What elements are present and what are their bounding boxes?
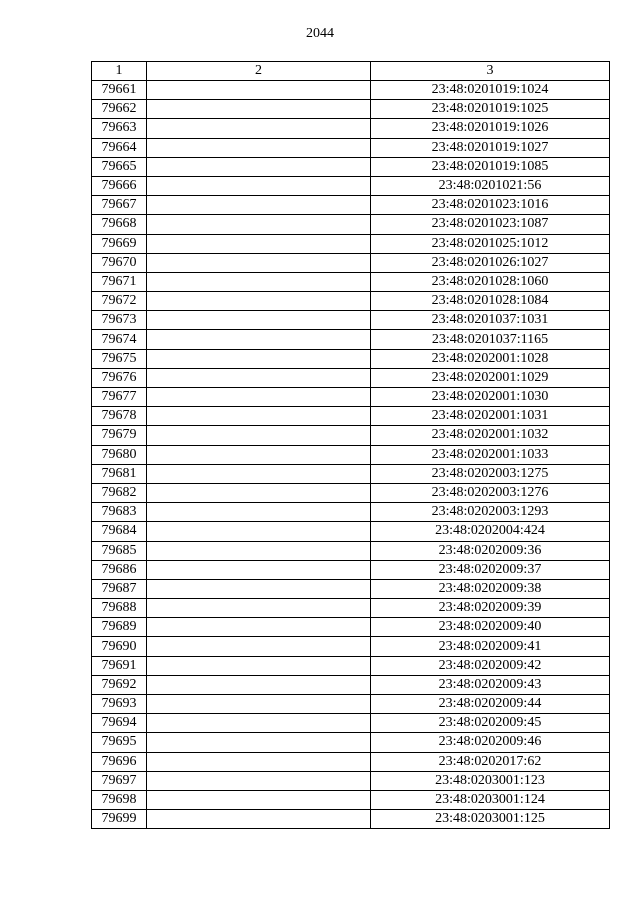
row-number-cell: 79694 bbox=[92, 714, 147, 733]
description-cell bbox=[147, 407, 371, 426]
table-row bbox=[92, 368, 610, 387]
row-number-cell: 79685 bbox=[92, 541, 147, 560]
description-cell bbox=[147, 349, 371, 368]
table-row bbox=[92, 100, 610, 119]
description-cell bbox=[147, 234, 371, 253]
row-number-cell: 79663 bbox=[92, 119, 147, 138]
description-cell bbox=[147, 157, 371, 176]
description-cell bbox=[147, 464, 371, 483]
description-cell bbox=[147, 253, 371, 272]
table-row bbox=[92, 311, 610, 330]
description-cell bbox=[147, 311, 371, 330]
description-cell bbox=[147, 771, 371, 790]
cadastral-number-cell: 23:48:0202003:1293 bbox=[371, 503, 610, 522]
table-row bbox=[92, 292, 610, 311]
row-number-cell: 79669 bbox=[92, 234, 147, 253]
cadastral-number-cell: 23:48:0202009:40 bbox=[371, 618, 610, 637]
row-number-cell: 79668 bbox=[92, 215, 147, 234]
description-cell bbox=[147, 579, 371, 598]
cadastral-number-cell: 23:48:0202009:37 bbox=[371, 560, 610, 579]
cadastral-number-cell: 23:48:0202003:1276 bbox=[371, 483, 610, 502]
table-row bbox=[92, 810, 610, 829]
description-cell bbox=[147, 637, 371, 656]
table-row bbox=[92, 196, 610, 215]
cadastral-number-cell: 23:48:0202009:43 bbox=[371, 675, 610, 694]
column-header-3: 3 bbox=[371, 62, 610, 81]
description-cell bbox=[147, 733, 371, 752]
row-number-cell: 79674 bbox=[92, 330, 147, 349]
row-number-cell: 79688 bbox=[92, 599, 147, 618]
row-number-cell: 79681 bbox=[92, 464, 147, 483]
table-row bbox=[92, 215, 610, 234]
cadastral-number-cell: 23:48:0201019:1026 bbox=[371, 119, 610, 138]
row-number-cell: 79673 bbox=[92, 311, 147, 330]
description-cell bbox=[147, 503, 371, 522]
cadastral-number-cell: 23:48:0202009:41 bbox=[371, 637, 610, 656]
description-cell bbox=[147, 810, 371, 829]
row-number-cell: 79689 bbox=[92, 618, 147, 637]
cadastral-number-cell: 23:48:0201023:1016 bbox=[371, 196, 610, 215]
row-number-cell: 79684 bbox=[92, 522, 147, 541]
description-cell bbox=[147, 215, 371, 234]
table-row bbox=[92, 234, 610, 253]
cadastral-number-cell: 23:48:0202009:45 bbox=[371, 714, 610, 733]
description-cell bbox=[147, 138, 371, 157]
description-cell bbox=[147, 483, 371, 502]
row-number-cell: 79678 bbox=[92, 407, 147, 426]
row-number-cell: 79662 bbox=[92, 100, 147, 119]
table-row bbox=[92, 695, 610, 714]
row-number-cell: 79676 bbox=[92, 368, 147, 387]
table-row bbox=[92, 81, 610, 100]
table-row bbox=[92, 349, 610, 368]
row-number-cell: 79670 bbox=[92, 253, 147, 272]
description-cell bbox=[147, 695, 371, 714]
table-row bbox=[92, 714, 610, 733]
cadastral-number-cell: 23:48:0202001:1033 bbox=[371, 445, 610, 464]
description-cell bbox=[147, 292, 371, 311]
description-cell bbox=[147, 560, 371, 579]
table-row bbox=[92, 330, 610, 349]
row-number-cell: 79679 bbox=[92, 426, 147, 445]
description-cell bbox=[147, 388, 371, 407]
cadastral-number-cell: 23:48:0202001:1029 bbox=[371, 368, 610, 387]
description-cell bbox=[147, 752, 371, 771]
register-table bbox=[91, 61, 610, 829]
row-number-cell: 79661 bbox=[92, 81, 147, 100]
description-cell bbox=[147, 541, 371, 560]
table-row bbox=[92, 157, 610, 176]
cadastral-number-cell: 23:48:0201028:1084 bbox=[371, 292, 610, 311]
row-number-cell: 79686 bbox=[92, 560, 147, 579]
row-number-cell: 79666 bbox=[92, 176, 147, 195]
table-row bbox=[92, 541, 610, 560]
row-number-cell: 79687 bbox=[92, 579, 147, 598]
cadastral-number-cell: 23:48:0202017:62 bbox=[371, 752, 610, 771]
row-number-cell: 79690 bbox=[92, 637, 147, 656]
table-row bbox=[92, 771, 610, 790]
table-row bbox=[92, 426, 610, 445]
cadastral-number-cell: 23:48:0202003:1275 bbox=[371, 464, 610, 483]
description-cell bbox=[147, 100, 371, 119]
description-cell bbox=[147, 330, 371, 349]
row-number-cell: 79677 bbox=[92, 388, 147, 407]
cadastral-number-cell: 23:48:0202001:1032 bbox=[371, 426, 610, 445]
description-cell bbox=[147, 196, 371, 215]
description-cell bbox=[147, 176, 371, 195]
cadastral-number-cell: 23:48:0202009:44 bbox=[371, 695, 610, 714]
cadastral-number-cell: 23:48:0202009:46 bbox=[371, 733, 610, 752]
row-number-cell: 79664 bbox=[92, 138, 147, 157]
description-cell bbox=[147, 599, 371, 618]
table-row bbox=[92, 388, 610, 407]
row-number-cell: 79680 bbox=[92, 445, 147, 464]
table-row bbox=[92, 637, 610, 656]
table-row bbox=[92, 503, 610, 522]
cadastral-number-cell: 23:48:0203001:123 bbox=[371, 771, 610, 790]
cadastral-number-cell: 23:48:0202009:42 bbox=[371, 656, 610, 675]
table-row bbox=[92, 790, 610, 809]
row-number-cell: 79698 bbox=[92, 790, 147, 809]
cadastral-number-cell: 23:48:0202001:1030 bbox=[371, 388, 610, 407]
cadastral-number-cell: 23:48:0202004:424 bbox=[371, 522, 610, 541]
table-row bbox=[92, 253, 610, 272]
row-number-cell: 79671 bbox=[92, 272, 147, 291]
row-number-cell: 79693 bbox=[92, 695, 147, 714]
cadastral-number-cell: 23:48:0202009:39 bbox=[371, 599, 610, 618]
row-number-cell: 79682 bbox=[92, 483, 147, 502]
row-number-cell: 79667 bbox=[92, 196, 147, 215]
cadastral-number-cell: 23:48:0201037:1165 bbox=[371, 330, 610, 349]
description-cell bbox=[147, 272, 371, 291]
cadastral-number-cell: 23:48:0202009:38 bbox=[371, 579, 610, 598]
table-row bbox=[92, 445, 610, 464]
cadastral-number-cell: 23:48:0201026:1027 bbox=[371, 253, 610, 272]
description-cell bbox=[147, 522, 371, 541]
row-number-cell: 79697 bbox=[92, 771, 147, 790]
table-header-row bbox=[92, 62, 610, 81]
table-row bbox=[92, 656, 610, 675]
row-number-cell: 79692 bbox=[92, 675, 147, 694]
cadastral-number-cell: 23:48:0201019:1027 bbox=[371, 138, 610, 157]
table-row bbox=[92, 599, 610, 618]
description-cell bbox=[147, 119, 371, 138]
description-cell bbox=[147, 618, 371, 637]
table-row bbox=[92, 176, 610, 195]
cadastral-number-cell: 23:48:0201023:1087 bbox=[371, 215, 610, 234]
table-row bbox=[92, 407, 610, 426]
cadastral-number-cell: 23:48:0202001:1028 bbox=[371, 349, 610, 368]
description-cell bbox=[147, 426, 371, 445]
cadastral-number-cell: 23:48:0202001:1031 bbox=[371, 407, 610, 426]
description-cell bbox=[147, 368, 371, 387]
table-row bbox=[92, 733, 610, 752]
cadastral-number-cell: 23:48:0201019:1085 bbox=[371, 157, 610, 176]
table-body bbox=[92, 81, 610, 829]
table-row bbox=[92, 138, 610, 157]
cadastral-number-cell: 23:48:0201019:1024 bbox=[371, 81, 610, 100]
cadastral-number-cell: 23:48:0203001:125 bbox=[371, 810, 610, 829]
table-row bbox=[92, 579, 610, 598]
cadastral-number-cell: 23:48:0201019:1025 bbox=[371, 100, 610, 119]
page-number: 2044 bbox=[306, 26, 334, 41]
cadastral-number-cell: 23:48:0201037:1031 bbox=[371, 311, 610, 330]
table-row bbox=[92, 560, 610, 579]
row-number-cell: 79691 bbox=[92, 656, 147, 675]
row-number-cell: 79675 bbox=[92, 349, 147, 368]
row-number-cell: 79683 bbox=[92, 503, 147, 522]
description-cell bbox=[147, 714, 371, 733]
table-row bbox=[92, 522, 610, 541]
cadastral-number-cell: 23:48:0201025:1012 bbox=[371, 234, 610, 253]
row-number-cell: 79696 bbox=[92, 752, 147, 771]
row-number-cell: 79699 bbox=[92, 810, 147, 829]
row-number-cell: 79672 bbox=[92, 292, 147, 311]
table-row bbox=[92, 675, 610, 694]
cadastral-number-cell: 23:48:0201028:1060 bbox=[371, 272, 610, 291]
description-cell bbox=[147, 656, 371, 675]
cadastral-number-cell: 23:48:0203001:124 bbox=[371, 790, 610, 809]
table-row bbox=[92, 483, 610, 502]
description-cell bbox=[147, 445, 371, 464]
column-header-2: 2 bbox=[147, 62, 371, 81]
description-cell bbox=[147, 81, 371, 100]
table-row bbox=[92, 119, 610, 138]
row-number-cell: 79695 bbox=[92, 733, 147, 752]
description-cell bbox=[147, 675, 371, 694]
table-row bbox=[92, 272, 610, 291]
table-row bbox=[92, 618, 610, 637]
column-header-1: 1 bbox=[92, 62, 147, 81]
cadastral-number-cell: 23:48:0201021:56 bbox=[371, 176, 610, 195]
cadastral-number-cell: 23:48:0202009:36 bbox=[371, 541, 610, 560]
row-number-cell: 79665 bbox=[92, 157, 147, 176]
table-row bbox=[92, 752, 610, 771]
description-cell bbox=[147, 790, 371, 809]
table-row bbox=[92, 464, 610, 483]
